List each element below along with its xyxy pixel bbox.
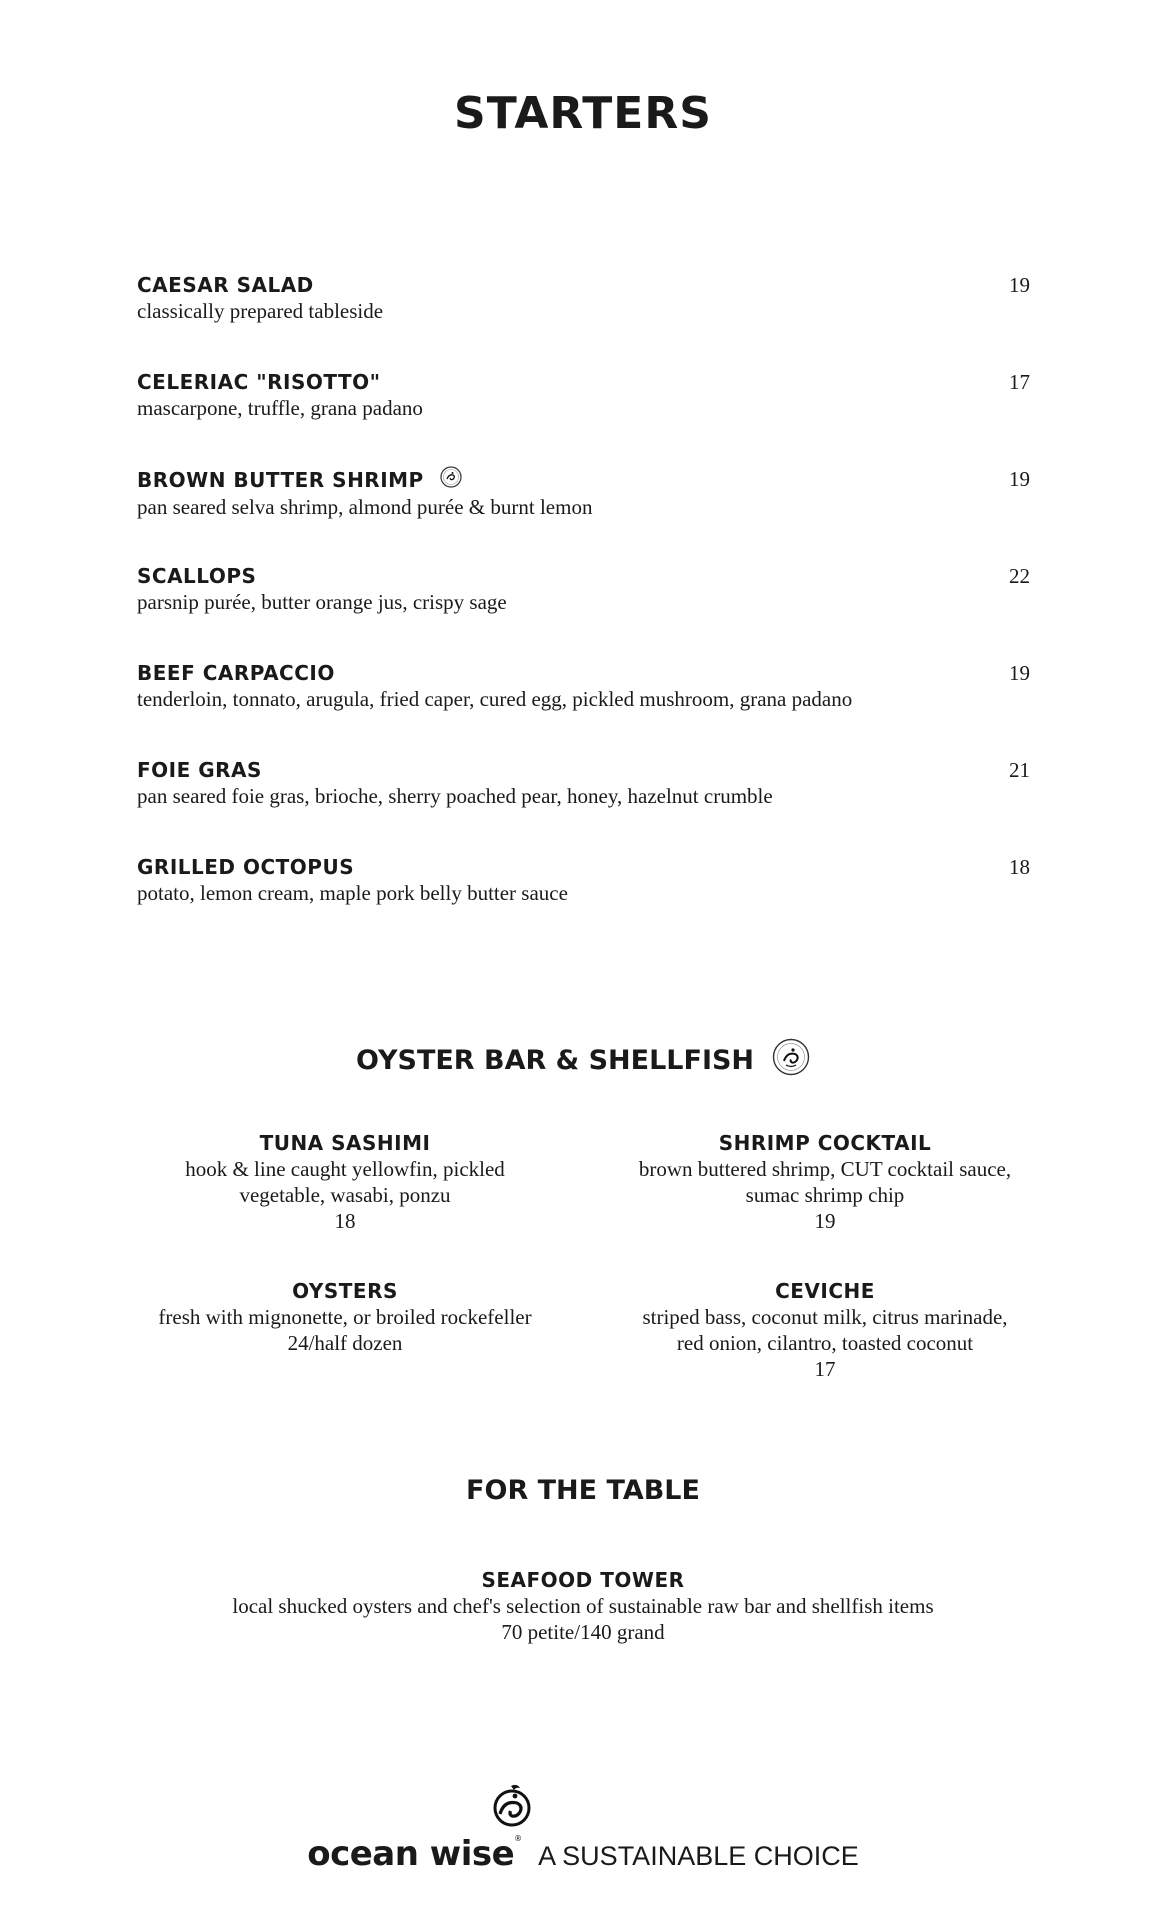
item-price: 18 (1009, 855, 1030, 879)
menu-item-ceviche (590, 1278, 1060, 1382)
footer-text (0, 1834, 1166, 1874)
item-price: 19 (1009, 467, 1030, 491)
item-description-line: sumac shrimp chip (745, 1183, 905, 1207)
item-name: SHRIMP COCKTAIL (718, 1131, 932, 1155)
item-name: SCALLOPS (137, 564, 257, 588)
menu-item (137, 757, 1030, 854)
item-name: CEVICHE (775, 1279, 875, 1303)
section-title-for-the-table (0, 1475, 1166, 1506)
menu-item-oysters (115, 1278, 575, 1356)
item-name: CAESAR SALAD (137, 273, 314, 297)
menu-item (137, 854, 1030, 951)
registered-mark: ® (514, 1834, 523, 1843)
item-price: 17 (814, 1357, 836, 1381)
menu-item (137, 369, 1030, 466)
item-name: CELERIAC "RISOTTO" (137, 370, 381, 394)
item-price: 21 (1009, 758, 1030, 782)
item-name: GRILLED OCTOPUS (137, 855, 355, 879)
item-price: 18 (334, 1209, 356, 1233)
item-description: classically prepared tableside (137, 299, 384, 323)
footer-tagline: A SUSTAINABLE CHOICE (538, 1841, 859, 1871)
item-description-line: fresh with mignonette, or broiled rockefeller (158, 1305, 532, 1329)
item-description-line: brown buttered shrimp, CUT cocktail sauce, (638, 1157, 1012, 1181)
item-name: BEEF CARPACCIO (137, 661, 335, 685)
item-name: SEAFOOD TOWER (481, 1568, 685, 1592)
item-name: OYSTERS (292, 1279, 398, 1303)
item-description: local shucked oysters and chef's selection of sustainable raw bar and shellfish items (232, 1594, 934, 1618)
item-price: 24/half dozen (287, 1331, 403, 1355)
page-title: STARTERS (454, 88, 712, 139)
item-description-line: hook & line caught yellowfin, pickled (185, 1157, 505, 1181)
menu-item (137, 660, 1030, 757)
menu-item-tuna-sashimi (125, 1130, 565, 1234)
section-title-text: FOR THE TABLE (466, 1475, 700, 1506)
item-description: mascarpone, truffle, grana padano (137, 396, 423, 420)
item-price: 70 petite/140 grand (501, 1620, 665, 1644)
item-description: pan seared foie gras, brioche, sherry poached pear, honey, hazelnut crumble (137, 784, 773, 808)
menu-item (137, 272, 1030, 369)
menu-item (137, 563, 1030, 660)
menu-item-seafood-tower (0, 1567, 1166, 1645)
item-description-line: striped bass, coconut milk, citrus marinade, (642, 1305, 1008, 1329)
ocean-wise-icon (440, 466, 462, 494)
menu-item-shrimp-cocktail (590, 1130, 1060, 1234)
item-name-row (137, 466, 462, 494)
item-description: tenderloin, tonnato, arugula, fried caper, cured egg, pickled mushroom, grana padano (137, 687, 853, 711)
item-description: pan seared selva shrimp, almond purée & burnt lemon (137, 495, 593, 519)
starters-list (137, 272, 1030, 951)
item-price: 19 (814, 1209, 836, 1233)
item-price: 19 (1009, 273, 1030, 297)
section-title-oyster-bar (0, 1038, 1166, 1083)
item-name: FOIE GRAS (137, 758, 262, 782)
item-description-line: red onion, cilantro, toasted coconut (676, 1331, 974, 1355)
item-description-line: vegetable, wasabi, ponzu (239, 1183, 451, 1207)
item-name: BROWN BUTTER SHRIMP (137, 468, 424, 492)
item-name: TUNA SASHIMI (259, 1131, 431, 1155)
item-price: 22 (1009, 564, 1030, 588)
ocean-wise-fish-icon (489, 1782, 535, 1837)
menu-item (137, 466, 1030, 563)
ocean-wise-logo (0, 1782, 1166, 1878)
section-title-text: OYSTER BAR & SHELLFISH (355, 1045, 755, 1076)
brand-wordmark: ocean wise (307, 1834, 515, 1874)
item-price: 19 (1009, 661, 1030, 685)
ocean-wise-icon (772, 1038, 810, 1083)
item-description: parsnip purée, butter orange jus, crispy sage (137, 590, 507, 614)
item-price: 17 (1009, 370, 1030, 394)
item-description: potato, lemon cream, maple pork belly butter sauce (137, 881, 568, 905)
